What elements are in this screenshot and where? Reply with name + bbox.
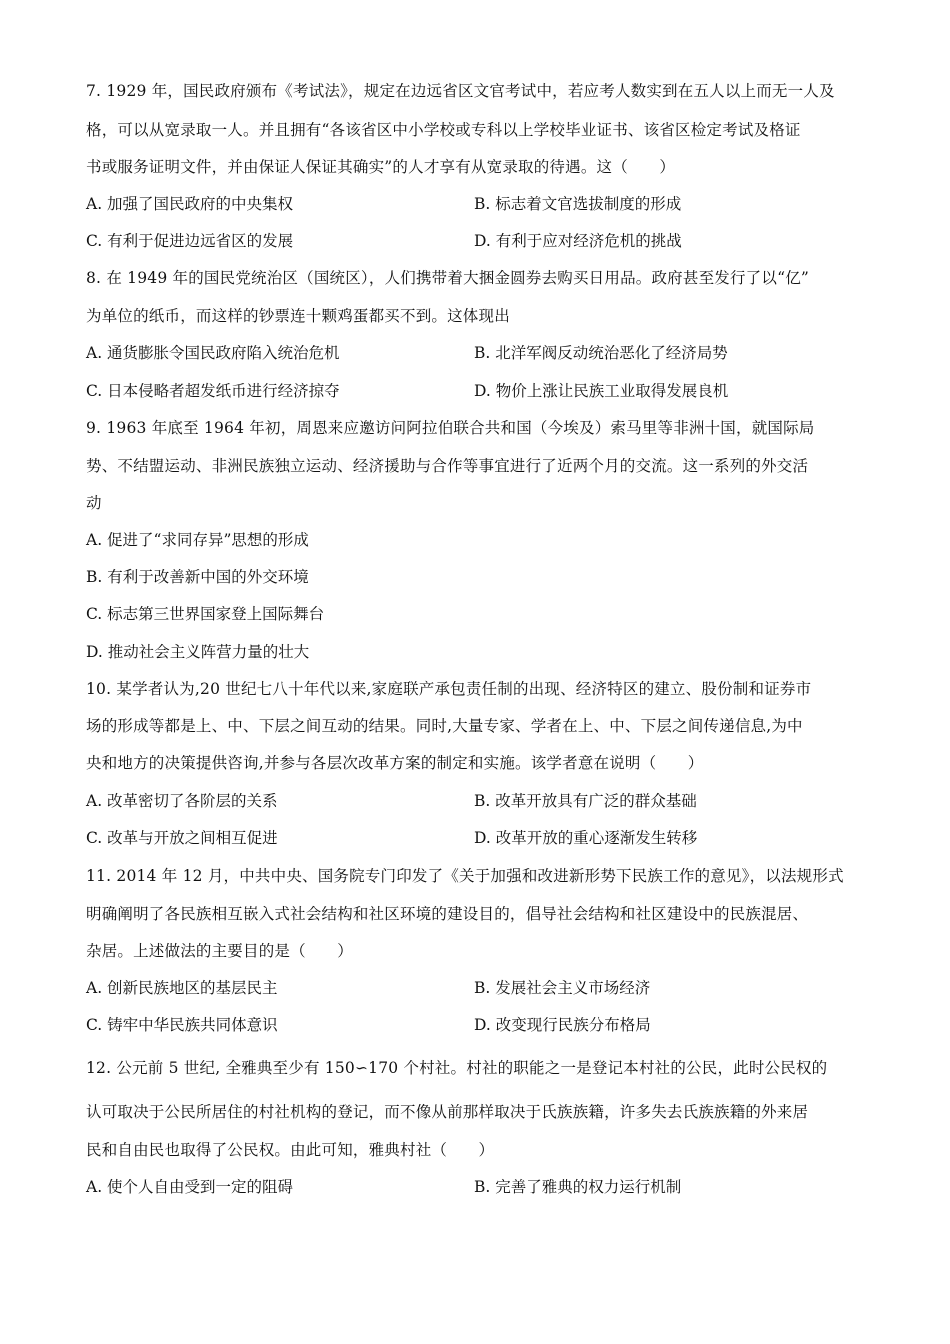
q8-stem-line-2: 为单位的纸币，而这样的钞票连十颗鸡蛋都买不到。这体现出	[86, 307, 510, 325]
q7-option-d[interactable]: D. 有利于应对经济危机的挑战	[474, 232, 682, 250]
q7-stem-line-1: 7. 1929 年，国民政府颁布《考试法》，规定在边远省区文官考试中，若应考人数实到在五人以上而无一人及	[86, 82, 835, 100]
q7-option-a[interactable]: A. 加强了国民政府的中央集权	[86, 195, 294, 213]
q9-option-d[interactable]: D. 推动社会主义阵营力量的壮大	[86, 643, 310, 661]
q7-option-b[interactable]: B. 标志着文官选拔制度的形成	[474, 195, 682, 213]
q12-stem-line-3: 民和自由民也取得了公民权。由此可知，雅典村社（ ）	[86, 1141, 495, 1159]
q8-option-b[interactable]: B. 北洋军阀反动统治恶化了经济局势	[474, 344, 728, 362]
q11-option-a[interactable]: A. 创新民族地区的基层民主	[86, 979, 278, 997]
q9-stem-line-3: 动	[86, 494, 102, 512]
q9-stem-line-1: 9. 1963 年底至 1964 年初，周恩来应邀访问阿拉伯联合共和国（今埃及）索马里等非洲十国，就国际局	[86, 419, 815, 437]
q12-stem-line-1: 12. 公元前 5 世纪, 全雅典至少有 150∽170 个村社。村社的职能之一是登记本村社的公民，此时公民权的	[86, 1059, 828, 1077]
q7-option-c[interactable]: C. 有利于促进边远省区的发展	[86, 232, 294, 250]
q11-option-d[interactable]: D. 改变现行民族分布格局	[474, 1016, 651, 1034]
q10-stem-line-2: 场的形成等都是上、中、下层之间互动的结果。同时,大量专家、学者在上、中、下层之间传递信息,为中	[86, 717, 803, 735]
q7-stem-line-2: 格，可以从宽录取一人。并且拥有“各该省区中小学校或专科以上学校毕业证书、该省区检定考试及格证	[86, 121, 801, 139]
q10-option-a[interactable]: A. 改革密切了各阶层的关系	[86, 792, 278, 810]
q12-option-b[interactable]: B. 完善了雅典的权力运行机制	[474, 1178, 682, 1196]
q10-stem-line-3: 央和地方的决策提供咨询,并参与各层次改革方案的制定和实施。该学者意在说明（ ）	[86, 754, 704, 772]
q11-option-b[interactable]: B. 发展社会主义市场经济	[474, 979, 651, 997]
q11-stem-line-2: 明确阐明了各民族相互嵌入式社会结构和社区环境的建设目的，倡导社会结构和社区建设中的民族混居、	[86, 905, 809, 923]
q11-stem-line-3: 杂居。上述做法的主要目的是（ ）	[86, 942, 353, 960]
q9-option-a[interactable]: A. 促进了“求同存异”思想的形成	[86, 531, 309, 549]
q8-option-c[interactable]: C. 日本侵略者超发纸币进行经济掠夺	[86, 382, 340, 400]
q7-stem-line-3: 书或服务证明文件，并由保证人保证其确实”的人才享有从宽录取的待遇。这（ ）	[86, 158, 676, 176]
q10-stem-line-1: 10. 某学者认为,20 世纪七八十年代以来,家庭联产承包责任制的出现、经济特区的建立、股份制和证券市	[86, 680, 812, 698]
q11-option-c[interactable]: C. 铸牢中华民族共同体意识	[86, 1016, 278, 1034]
q9-option-c[interactable]: C. 标志第三世界国家登上国际舞台	[86, 605, 325, 623]
q10-option-c[interactable]: C. 改革与开放之间相互促进	[86, 829, 278, 847]
q9-stem-line-2: 势、不结盟运动、非洲民族独立运动、经济援助与合作等事宜进行了近两个月的交流。这一系列的外交活	[86, 457, 809, 475]
q11-stem-line-1: 11. 2014 年 12 月，中共中央、国务院专门印发了《关于加强和改进新形势下民族工作的意见》，以法规形式	[86, 867, 844, 885]
q9-option-b[interactable]: B. 有利于改善新中国的外交环境	[86, 568, 309, 586]
q8-option-d[interactable]: D. 物价上涨让民族工业取得发展良机	[474, 382, 729, 400]
q10-option-b[interactable]: B. 改革开放具有广泛的群众基础	[474, 792, 697, 810]
q8-stem-line-1: 8. 在 1949 年的国民党统治区（国统区），人们携带着大捆金圆券去购买日用品。政府甚至发行了以“亿”	[86, 269, 810, 287]
q12-stem-line-2: 认可取决于公民所居住的村社机构的登记，而不像从前那样取决于氏族族籍，许多失去氏族族籍的外来居	[86, 1103, 809, 1121]
q10-option-d[interactable]: D. 改革开放的重心逐渐发生转移	[474, 829, 698, 847]
q8-option-a[interactable]: A. 通货膨胀令国民政府陷入统治危机	[86, 344, 340, 362]
q12-option-a[interactable]: A. 使个人自由受到一定的阻碍	[86, 1178, 294, 1196]
